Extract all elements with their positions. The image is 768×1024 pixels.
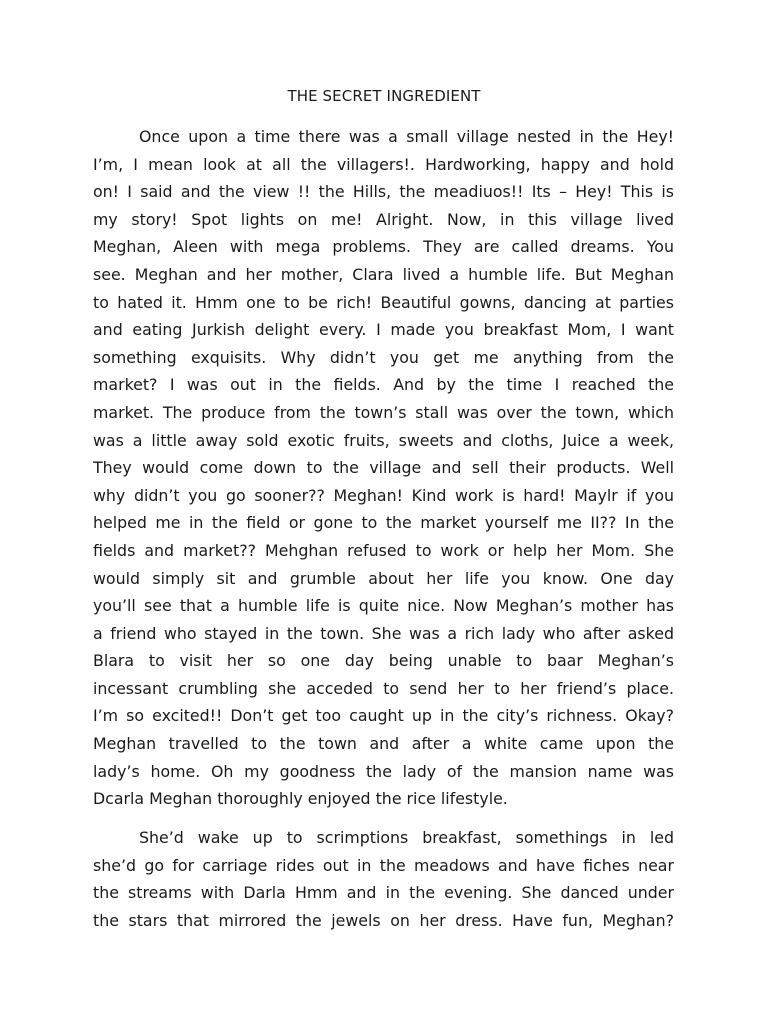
text-line: would simply sit and grumble about her life you know. One day	[93, 568, 674, 588]
text-line: Dcarla Meghan thoroughly enjoyed the rice lifestyle.	[93, 789, 508, 809]
text-line: She’d wake up to scrimptions breakfast, somethings in led	[139, 828, 674, 847]
text-line: you’ll see that a humble life is quite nice. Now Meghan’s mother has	[93, 596, 674, 616]
document-title: THE SECRET INGREDIENT	[287, 87, 481, 105]
text-line: incessant crumbling she acceded to send her to her friend’s place.	[93, 678, 674, 698]
text-line: a friend who stayed in the town. She was a rich lady who after asked	[93, 623, 674, 643]
text-line: see. Meghan and her mother, Clara lived a humble life. But Meghan	[93, 264, 674, 284]
paragraph-2	[93, 824, 674, 934]
text-line: Meghan, Aleen with mega problems. They are called dreams. You	[93, 237, 674, 257]
paragraph-1	[93, 123, 674, 813]
text-line: Once upon a time there was a small village nested in the Hey!	[139, 127, 674, 146]
text-line: she’d go for carriage rides out in the meadows and have fiches near	[93, 855, 674, 875]
text-line: market? I was out in the fields. And by the time I reached the	[93, 375, 674, 395]
text-line: I’m, I mean look at all the villagers!. Hardworking, happy and hold	[93, 154, 674, 174]
text-line: on! I said and the view !! the Hills, the meadiuos!! Its – Hey! This is	[93, 182, 674, 202]
text-line: They would come down to the village and sell their products. Well	[93, 458, 674, 478]
text-line: something exquisits. Why didn’t you get me anything from the	[93, 347, 674, 367]
text-line: Meghan travelled to the town and after a white came upon the	[93, 734, 674, 754]
text-line: the streams with Darla Hmm and in the evening. She danced under	[93, 883, 674, 903]
text-line: market. The produce from the town’s stall was over the town, which	[93, 402, 674, 422]
text-line: lady’s home. Oh my goodness the lady of the mansion name was	[93, 761, 674, 781]
text-line: why didn’t you go sooner?? Meghan! Kind work is hard! Maylr if you	[93, 485, 674, 505]
text-line: to hated it. Hmm one to be rich! Beautiful gowns, dancing at parties	[93, 292, 674, 312]
text-line: fields and market?? Mehghan refused to work or help her Mom. She	[93, 540, 674, 560]
text-line: was a little away sold exotic fruits, sweets and cloths, Juice a week,	[93, 430, 674, 450]
text-line: Blara to visit her so one day being unable to baar Meghan’s	[93, 651, 674, 671]
text-line: I’m so excited!! Don’t get too caught up in the city’s richness. Okay?	[93, 706, 674, 726]
text-line: helped me in the field or gone to the market yourself me II?? In the	[93, 513, 674, 533]
text-line: my story! Spot lights on me! Alright. Now, in this village lived	[93, 209, 674, 229]
text-line: the stars that mirrored the jewels on her dress. Have fun, Meghan?	[93, 910, 674, 930]
text-line: and eating Jurkish delight every. I made you breakfast Mom, I want	[93, 320, 674, 340]
